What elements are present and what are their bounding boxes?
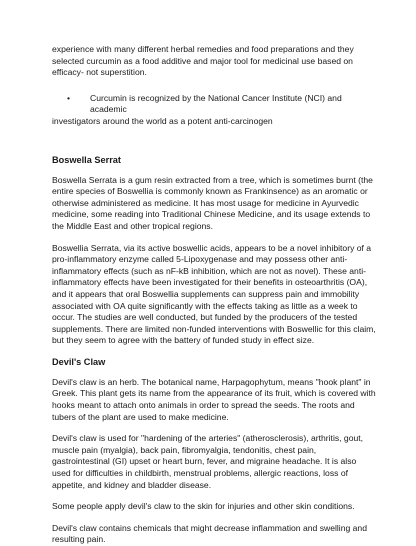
bullet-first-line: Curcumin is recognized by the National Cancer Institute (NCI) and academic xyxy=(90,92,342,115)
curcumin-bullet xyxy=(52,93,376,116)
devils-claw-paragraph-4: Devil's claw contains chemicals that might decrease inflammation and swelling and resulting pain. xyxy=(52,522,367,545)
boswellia-paragraph-2: Boswellia Serrata, via its active boswellic acids, appears to be a novel inhibitory of a pro-inflammatory enzyme called 5-Lipoxygenase and may possess other anti-inflammatory effects (such as nF-kB inhibition, which are not as novel). These anti-inflammatory effects have been investigated for their benefits in osteoarthritis (OA), and it appears that oral Boswellia supplements can suppress pain and immobility associated with OA quite significantly with the effects taking as little as a week to occur. The studies are well conducted, but funded by the producers of the tested supplements. There are limited non-funded interventions with Boswellic for this claim, but they seem to agree with the battery of funded study in effect size. xyxy=(52,242,376,346)
devils-claw-paragraph-3: Some people apply devil's claw to the skin for injuries and other skin conditions. xyxy=(52,501,355,512)
devils-claw-paragraph-2: Devil's claw is used for "hardening of the arteries" (atherosclerosis), arthritis, gout, muscle pain (myalgia), back pain, fibromyalgia, tendonitis, chest pain, gastrointestinal (GI) upset or heart burn, fever, and migraine headache. It is also used for difficulties in childbirth, menstrual problems, allergic reactions, loss of appetite, and kidney and bladder disease. xyxy=(52,433,364,490)
bullet-marker: • xyxy=(67,92,71,103)
boswellia-paragraph-1: Boswella Serrata is a gum resin extracted from a tree, which is sometimes burnt (the entire species of Boswellia is commonly known as Frankinsence) as an aromatic or otherwise administered as medicine. It has most usage for medicine in Ayurvedic medicine, some reading into Traditional Chinese Medicine, and its usage extends to the Middle East and other tropical regions. xyxy=(52,174,373,231)
intro-paragraph: experience with many different herbal remedies and food preparations and they selected curcumin as a food additive and major tool for medicinal use based on efficacy- not superstition. xyxy=(52,44,354,78)
boswellia-heading: Boswella Serrat xyxy=(52,154,121,165)
devils-claw-paragraph-1: Devil's claw is an herb. The botanical name, Harpagophytum, means "hook plant" in Greek. This plant gets its name from the appearance of its fruit, which is covered with hooks meant to attach onto animals in order to spread the seeds. The roots and tubers of the plant are used to make medicine. xyxy=(52,376,376,422)
bullet-continuation: investigators around the world as a potent anti-carcinogen xyxy=(52,115,273,126)
devils-claw-heading: Devil's Claw xyxy=(52,356,106,367)
